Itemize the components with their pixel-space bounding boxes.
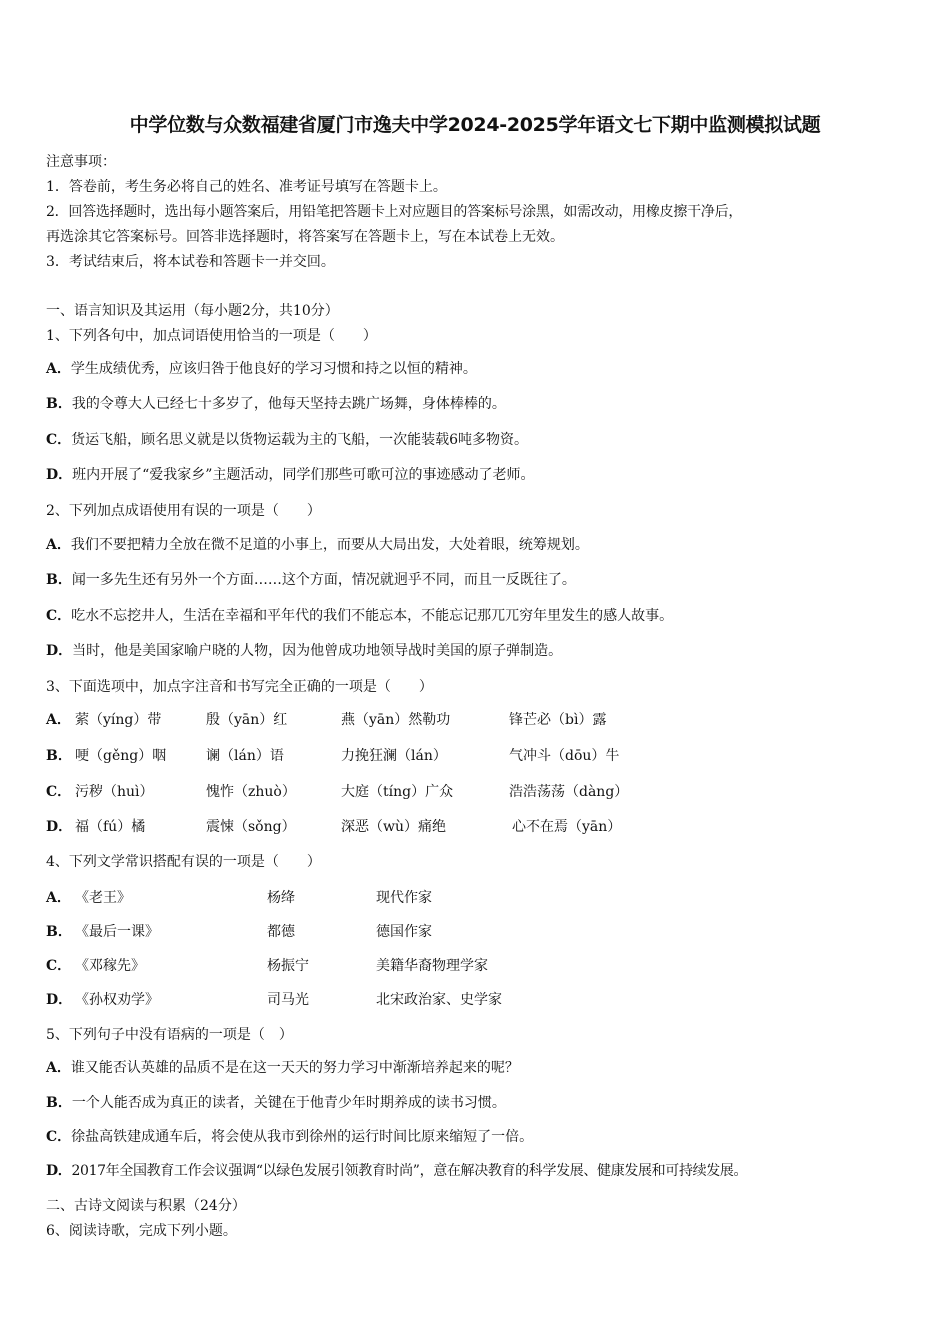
pinyin-cell: 谰（lán）语 [206,748,284,764]
question-stem: 5、下列句子中没有语病的一项是（ ） [46,1027,293,1043]
option-label: A． [46,1060,71,1076]
option-text: 班内开展了“爱我家乡”主题活动，同学们那些可歌可泣的事迹感动了老师。 [72,467,535,483]
option-label: A． [46,361,71,377]
option-text: 闻一多先生还有另外一个方面……这个方面，情况就迥乎不同，而且一反既往了。 [71,572,576,588]
author-desc: 德国作家 [376,924,432,940]
answer-option [46,1093,506,1113]
option-text: 我的令尊大人已经七十多岁了，他每天坚持去跳广场舞，身体棒棒的。 [71,396,506,412]
pinyin-cell: 污秽（huì） [75,784,154,800]
answer-option [46,570,576,590]
section-heading: 一、语言知识及其运用（每小题2分，共10分） [46,303,339,319]
pinyin-cell: 燕（yān）然勒功 [341,712,451,728]
author-name: 杨振宁 [267,958,309,974]
answer-option [46,394,506,414]
question-stem: 1、下列各句中，加点词语使用恰当的一项是（ ） [46,328,377,344]
option-label: B． [46,924,72,940]
option-label: A． [46,712,71,728]
option-text: 货运飞船，顾名思义就是以货物运载为主的飞船，一次能装载6吨多物资。 [71,432,529,448]
pinyin-cell: 心不在焉（yān） [512,819,622,835]
question-stem: 3、下面选项中，加点字注音和书写完全正确的一项是（ ） [46,679,433,695]
notice-item: 1．答卷前，考生务必将自己的姓名、准考证号填写在答题卡上。 [46,179,447,195]
answer-option [46,430,528,450]
option-label: B． [46,1095,72,1111]
option-label: B． [46,748,72,764]
option-label: C． [46,608,72,624]
pinyin-cell: 福（fú）橘 [75,819,146,835]
answer-option [46,641,562,661]
answer-option [46,1161,747,1181]
answer-option [46,1058,519,1078]
answer-option [46,535,589,555]
author-name: 司马光 [267,992,309,1008]
option-text: 我们不要把精力全放在微不足道的小事上，而要从大局出发，大处着眼，统筹规划。 [70,537,589,553]
option-label: C． [46,958,72,974]
page-title: 中学位数与众数福建省厦门市逸夫中学2024-2025学年语文七下期中监测模拟试题 [129,114,821,136]
option-label: C． [46,1129,72,1145]
pinyin-cell: 愧怍（zhuò） [206,784,296,800]
option-label: D． [46,819,73,835]
author-name: 杨绛 [267,890,295,906]
pinyin-cell: 锋芒必（bì）露 [509,712,607,728]
pinyin-cell: 浩浩荡荡（dàng） [509,784,629,800]
pinyin-cell: 力挽狂澜（lán） [341,748,447,764]
notice-heading: 注意事项： [46,154,116,170]
option-text: 一个人能否成为真正的读者，关键在于他青少年时期养成的读书习惯。 [71,1095,506,1111]
option-label: A． [46,537,71,553]
section-heading: 二、古诗文阅读与积累（24分） [46,1198,246,1214]
option-label: A． [46,890,71,906]
pinyin-cell: 震悚（sǒng） [206,819,296,835]
question-stem: 2、下列加点成语使用有误的一项是（ ） [46,503,321,519]
notice-item: 2．回答选择题时，选出每小题答案后，用铅笔把答题卡上对应题目的答案标号涂黑，如需改动，用橡皮擦干净后， [46,204,743,220]
option-label: D． [46,643,73,659]
pinyin-cell: 殷（yān）红 [206,712,288,728]
option-text: 谁又能否认英雄的品质不是在这一天天的努力学习中渐渐培养起来的呢？ [70,1060,519,1076]
option-text: 徐盐高铁建成通车后，将会使从我市到徐州的运行时间比原来缩短了一倍。 [71,1129,534,1145]
author-desc: 北宋政治家、史学家 [376,992,502,1008]
notice-item: 再选涂其它答案标号。回答非选择题时，将答案写在答题卡上，写在本试卷上无效。 [46,229,564,245]
option-label: C． [46,432,72,448]
option-label: B． [46,396,72,412]
work-title: 《最后一课》 [75,924,159,940]
option-text: 2017年全国教育工作会议强调“以绿色发展引领教育时尚”，意在解决教育的科学发展、健康发展和可持续发展。 [71,1163,748,1179]
pinyin-cell: 哽（gěng）咽 [75,748,167,764]
option-label: C． [46,784,72,800]
option-label: B． [46,572,72,588]
pinyin-cell: 萦（yíng）带 [75,712,162,728]
question-stem: 4、下列文学常识搭配有误的一项是（ ） [46,854,321,870]
pinyin-cell: 气冲斗（dōu）牛 [509,748,620,764]
pinyin-cell: 大庭（tíng）广众 [341,784,454,800]
answer-option [46,1127,533,1147]
answer-option [46,465,534,485]
pinyin-cell: 深恶（wù）痛绝 [341,819,446,835]
author-desc: 现代作家 [376,890,432,906]
work-title: 《邓稼先》 [75,958,145,974]
work-title: 《老王》 [75,890,131,906]
answer-option [46,606,673,626]
author-name: 都德 [267,924,295,940]
author-desc: 美籍华裔物理学家 [376,958,488,974]
option-label: D． [46,992,73,1008]
answer-option [46,359,477,379]
work-title: 《孙权劝学》 [75,992,159,1008]
notice-item: 3．考试结束后，将本试卷和答题卡一并交回。 [46,254,335,270]
option-text: 当时，他是美国家喻户晓的人物，因为他曾成功地领导战时美国的原子弹制造。 [72,643,563,659]
option-label: D． [46,1163,72,1179]
option-text: 吃水不忘挖井人，生活在幸福和平年代的我们不能忘本，不能忘记那兀兀穷年里发生的感人故事。 [71,608,674,624]
option-text: 学生成绩优秀，应该归咎于他良好的学习习惯和持之以恒的精神。 [70,361,477,377]
option-label: D． [46,467,73,483]
question-stem: 6、阅读诗歌，完成下列小题。 [46,1223,237,1239]
